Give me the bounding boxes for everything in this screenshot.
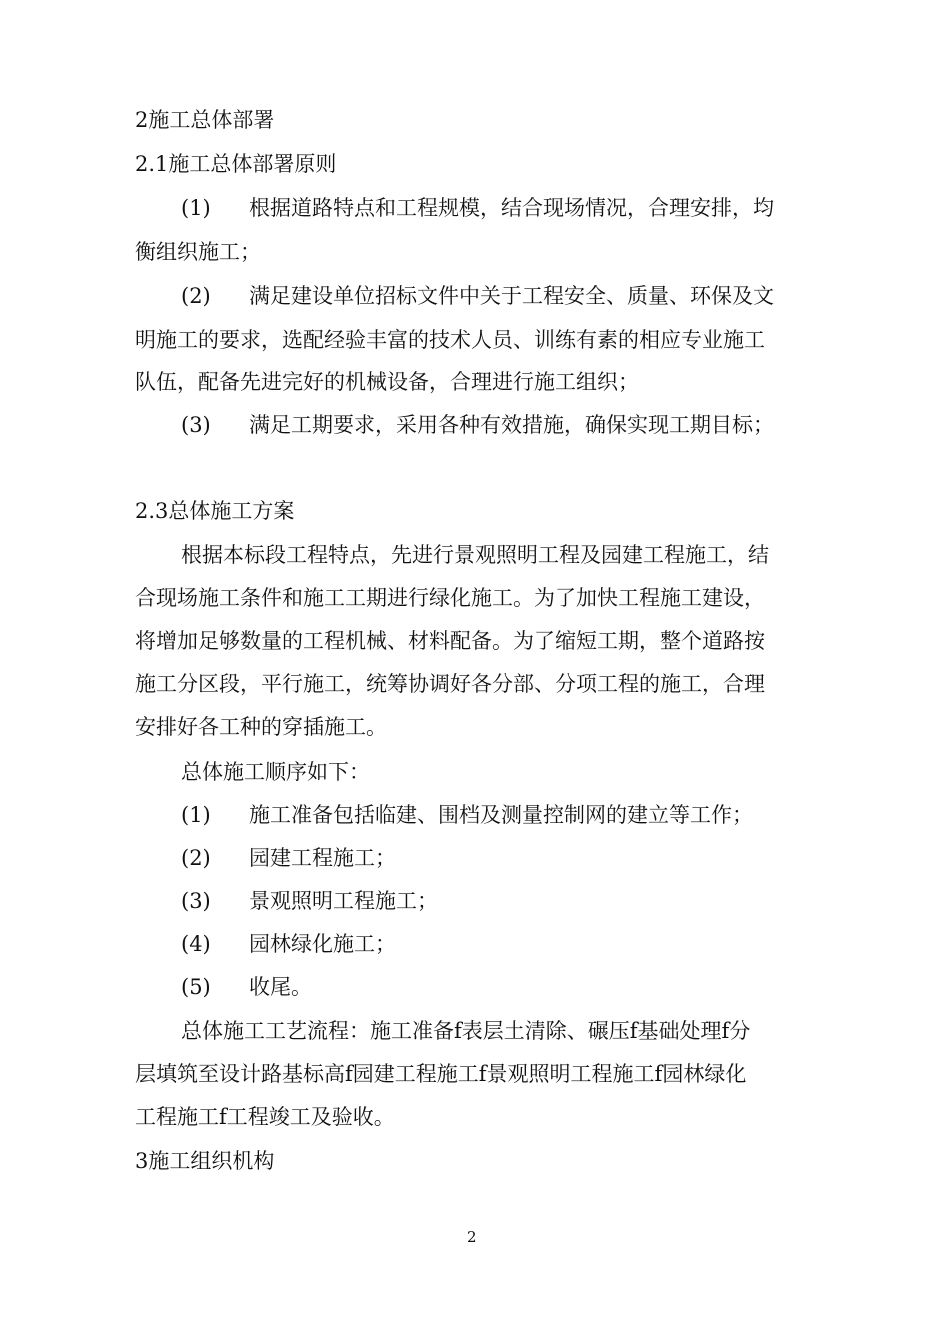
principle-1-number: (1) [181, 196, 211, 220]
principle-2-text-cont-1: 明施工的要求，选配经验丰富的技术人员、训练有素的相应专业施工 [135, 328, 765, 352]
section-heading-3: 3施工组织机构 [135, 1149, 275, 1173]
sequence-2-text: 园建工程施工； [249, 846, 396, 870]
principle-2-text-cont-2: 队伍，配备先进完好的机械设备，合理进行施工组织； [135, 370, 639, 394]
process-paragraph-line: 层填筑至设计路基标高f园建工程施工f景观照明工程施工f园林绿化 [135, 1062, 747, 1086]
principle-1-text: 根据道路特点和工程规模，结合现场情况，合理安排，均 [249, 196, 774, 220]
section-heading-2-1: 2.1施工总体部署原则 [135, 152, 337, 176]
page-number: 2 [467, 1228, 477, 1246]
sequence-4-text: 园林绿化施工； [249, 932, 396, 956]
sequence-1-number: (1) [181, 803, 211, 827]
sequence-intro: 总体施工顺序如下： [181, 760, 370, 784]
plan-paragraph-line: 将增加足够数量的工程机械、材料配备。为了缩短工期，整个道路按 [135, 629, 765, 653]
sequence-3-text: 景观照明工程施工； [249, 889, 438, 913]
principle-3-number: (3) [181, 413, 211, 437]
principle-2-text: 满足建设单位招标文件中关于工程安全、质量、环保及文 [249, 284, 774, 308]
principle-1-text-cont: 衡组织施工； [135, 240, 261, 264]
sequence-2-number: (2) [181, 846, 211, 870]
process-paragraph-line: 总体施工工艺流程：施工准备f表层土清除、碾压f基础处理f分 [181, 1019, 751, 1043]
sequence-5-number: (5) [181, 975, 211, 999]
sequence-4-number: (4) [181, 932, 211, 956]
sequence-1-text: 施工准备包括临建、围档及测量控制网的建立等工作； [249, 803, 753, 827]
process-paragraph-line: 工程施工f工程竣工及验收。 [135, 1105, 395, 1129]
section-heading-2-3: 2.3总体施工方案 [135, 499, 295, 523]
sequence-5-text: 收尾。 [249, 975, 312, 999]
plan-paragraph-line: 根据本标段工程特点，先进行景观照明工程及园建工程施工，结 [181, 543, 769, 567]
plan-paragraph-line: 施工分区段，平行施工，统筹协调好各分部、分项工程的施工，合理 [135, 672, 765, 696]
plan-paragraph-line: 安排好各工种的穿插施工。 [135, 715, 387, 739]
sequence-3-number: (3) [181, 889, 211, 913]
principle-2-number: (2) [181, 284, 211, 308]
principle-3-text: 满足工期要求，采用各种有效措施，确保实现工期目标； [249, 413, 774, 437]
section-heading-2: 2施工总体部署 [135, 108, 275, 132]
plan-paragraph-line: 合现场施工条件和施工工期进行绿化施工。为了加快工程施工建设， [135, 586, 765, 610]
